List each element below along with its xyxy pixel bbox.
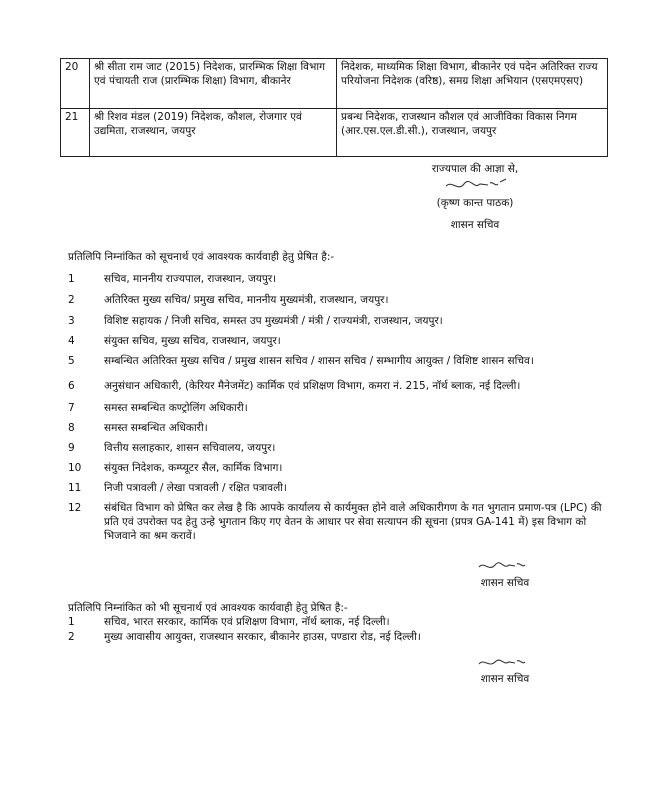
copy-intro: प्रतिलिपि निम्नांकित को सूचनार्थ एवं आवश्यक कार्यवाही हेतु प्रेषित है:- xyxy=(68,251,335,263)
item-text: संयुक्त सचिव, मुख्य सचिव, राजस्थान, जयपुर। xyxy=(104,335,281,347)
list-item xyxy=(68,421,608,435)
item-number: 2 xyxy=(68,294,75,306)
list-item xyxy=(68,354,608,368)
list-item xyxy=(68,501,608,544)
signatory-designation: शासन सचिव xyxy=(480,673,530,685)
row-number: 20 xyxy=(61,59,90,109)
copy1-signature-block xyxy=(455,558,555,590)
item-text: संयुक्त निदेशक, कम्प्यूटर सैल, कार्मिक विभाग। xyxy=(104,462,283,474)
item-number: 1 xyxy=(68,616,75,628)
posting-cell: प्रबन्ध निदेशक, राजस्थान कौशल एवं आजीविका विकास निगम (आर.एस.एल.डी.सी.), राजस्थान, जयपुर xyxy=(337,109,608,157)
list-item xyxy=(68,272,608,286)
posting-cell: निदेशक, माध्यमिक शिक्षा विभाग, बीकानेर एवं पदेन अतिरिक्त राज्य परियोजना निदेशक (वरिष्ठ), समग्र शिक्षा अभियान (एसएमएसए) xyxy=(337,59,608,109)
list-item xyxy=(68,630,608,644)
item-text: समस्त सम्बन्धित अधिकारी। xyxy=(104,422,208,434)
posting-table xyxy=(60,58,608,157)
signature-mark xyxy=(475,558,535,576)
list-item xyxy=(68,401,608,415)
list-item xyxy=(68,461,608,475)
signature-mark xyxy=(475,654,535,672)
list-item xyxy=(68,293,608,307)
list-item xyxy=(68,314,608,328)
item-text: विशिष्ट सहायक / निजी सचिव, समस्त उप मुख्यमंत्री / मंत्री / राज्यमंत्री, राजस्थान, जयपुर। xyxy=(104,315,443,327)
signature-mark xyxy=(440,176,510,196)
item-number: 1 xyxy=(68,273,75,285)
signatory-designation: शासन सचिव xyxy=(450,219,500,232)
row-number: 21 xyxy=(61,109,90,157)
signatory-name: (कृष्ण कान्त पाठक) xyxy=(436,197,514,210)
item-number: 8 xyxy=(68,422,75,434)
item-number: 10 xyxy=(68,462,82,474)
by-order-line: राज्यपाल की आज्ञा से, xyxy=(431,163,519,175)
copy-intro: प्रतिलिपि निम्नांकित को भी सूचनार्थ एवं आवश्यक कार्यवाही हेतु प्रेषित है:- xyxy=(68,602,348,614)
item-number: 3 xyxy=(68,315,75,327)
copy2-signature-block xyxy=(455,654,555,686)
item-text: सम्बन्धित अतिरिक्त मुख्य सचिव / प्रमुख शासन सचिव / शासन सचिव / सम्भागीय आयुक्त / विशिष्ट शासन सचिव। xyxy=(104,355,534,367)
list-item xyxy=(68,334,608,348)
item-text: संबंधित विभाग को प्रेषित कर लेख है कि आपके कार्यालय से कार्यमुक्त होने वाले अधिकारीगण के गत भुगतान प्रमाण-पत्र (LPC) की प्रति एवं उपरोक्त पद हेतु उन्हे भुगतान किए गए वेतन के आधार पर सेवा सत्यापन की सूचना (प्रपत्र GA-141 में) इस विभाग को भिजवाने का श्रम करावें। xyxy=(104,502,602,543)
item-text: निजी पत्रावली / लेखा पत्रावली / रक्षित पत्रावली। xyxy=(104,482,287,494)
list-item xyxy=(68,615,608,629)
item-text: समस्त सम्बन्धित कण्ट्रोलिंग अधिकारी। xyxy=(104,402,248,414)
signatory-designation: शासन सचिव xyxy=(480,577,530,589)
item-text: अतिरिक्त मुख्य सचिव/ प्रमुख सचिव, माननीय मुख्यमंत्री, राजस्थान, जयपुर। xyxy=(104,294,389,306)
item-number: 12 xyxy=(68,502,82,514)
list-item xyxy=(68,441,608,455)
item-text: वित्तीय सलाहकार, शासन सचिवालय, जयपुर। xyxy=(104,442,276,454)
item-number: 6 xyxy=(68,380,75,392)
item-number: 7 xyxy=(68,402,75,414)
list-item xyxy=(68,379,608,393)
item-number: 9 xyxy=(68,442,75,454)
table-row xyxy=(61,59,608,109)
item-text: मुख्य आवासीय आयुक्त, राजस्थान सरकार, बीकानेर हाउस, पण्डारा रोड, नई दिल्ली। xyxy=(104,631,421,643)
item-text: अनुसंधान अधिकारी, (केरियर मैनेजमेंट) कार्मिक एवं प्रशिक्षण विभाग, कमरा नं. 215, नॉर्थ ब्लाक, नई दिल्ली। xyxy=(104,380,521,392)
order-signature-block xyxy=(405,162,545,233)
table-row xyxy=(61,109,608,157)
list-item xyxy=(68,481,608,495)
item-number: 5 xyxy=(68,355,75,367)
item-number: 2 xyxy=(68,631,75,643)
item-text: सचिव, माननीय राज्यपाल, राजस्थान, जयपुर। xyxy=(104,273,277,285)
item-number: 4 xyxy=(68,335,75,347)
item-text: सचिव, भारत सरकार, कार्मिक एवं प्रशिक्षण विभाग, नॉर्थ ब्लाक, नई दिल्ली। xyxy=(104,616,390,628)
item-number: 11 xyxy=(68,482,82,494)
officer-cell: श्री सीता राम जाट (2015) निदेशक, प्रारम्भिक शिक्षा विभाग एवं पंचायती राज (प्रारम्भिक शिक्षा) विभाग, बीकानेर xyxy=(90,59,337,109)
officer-cell: श्री रिशव मंडल (2019) निदेशक, कौशल, रोजगार एवं उद्यमिता, राजस्थान, जयपुर xyxy=(90,109,337,157)
